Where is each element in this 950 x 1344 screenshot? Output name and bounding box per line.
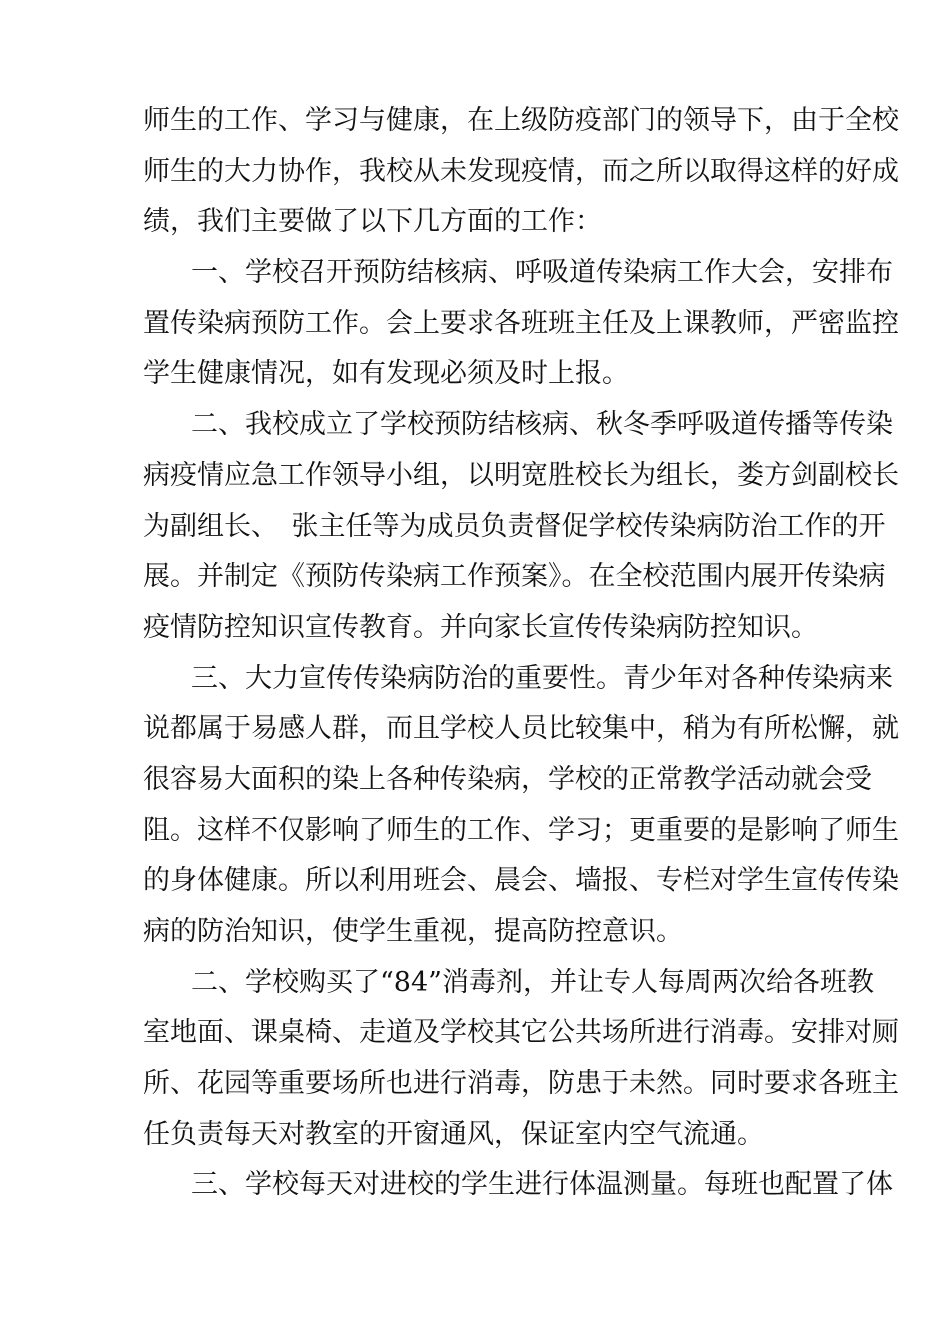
text-line: 师生的工作、学习与健康，在上级防疫部门的领导下，由于全校 — [143, 105, 899, 136]
text-line: 师生的大力协作，我校从未发现疫情，而之所以取得这样的好成 — [143, 155, 899, 187]
text-line: 三、学校每天对进校的学生进行体温测量。每班也配置了体 — [191, 1169, 893, 1201]
text-line: 置传染病预防工作。会上要求各班班主任及上课教师，严密监控 — [143, 307, 899, 339]
text-line: 阻。这样不仅影响了师生的工作、学习；更重要的是影响了师生 — [143, 814, 899, 846]
text-line: 二、我校成立了学校预防结核病、秋冬季呼吸道传播等传染 — [191, 409, 893, 441]
document-body — [143, 96, 899, 1211]
text-line: 三、大力宣传传染病防治的重要性。青少年对各种传染病来 — [191, 662, 893, 694]
text-line: 展。并制定《预防传染病工作预案》。在全校范围内展开传染病 — [143, 561, 886, 593]
text-line: 室地面、课桌椅、走道及学校其它公共场所进行消毒。安排对厕 — [143, 1017, 899, 1049]
text-line: 很容易大面积的染上各种传染病，学校的正常教学活动就会受 — [143, 763, 872, 795]
text-line: 说都属于易感人群，而且学校人员比较集中，稍为有所松懈，就 — [143, 713, 899, 745]
text-line: 病的防治知识，使学生重视，提高防控意识。 — [143, 916, 683, 947]
text-line: 所、花园等重要场所也进行消毒，防患于未然。同时要求各班主 — [143, 1068, 899, 1100]
text-line: 病疫情应急工作领导小组，以明宽胜校长为组长，娄方剑副校长 — [143, 459, 899, 491]
text-line: 疫情防控知识宣传教育。并向家长宣传传染病防控知识。 — [143, 611, 818, 643]
text-line: 二、学校购买了“84”消毒剂，并让专人每周两次给各班教 — [191, 966, 874, 998]
text-line: 学生健康情况，如有发现必须及时上报。 — [143, 358, 629, 390]
text-line: 一、学校召开预防结核病、呼吸道传染病工作大会，安排布 — [191, 257, 893, 289]
text-line: 的身体健康。所以利用班会、晨会、墙报、专栏对学生宣传传染 — [143, 865, 899, 897]
text-line: 为副组长、 张主任等为成员负责督促学校传染病防治工作的开 — [143, 510, 886, 542]
text-line: 任负责每天对教室的开窗通风，保证室内空气流通。 — [143, 1118, 764, 1150]
text-line: 绩，我们主要做了以下几方面的工作： — [143, 206, 602, 238]
